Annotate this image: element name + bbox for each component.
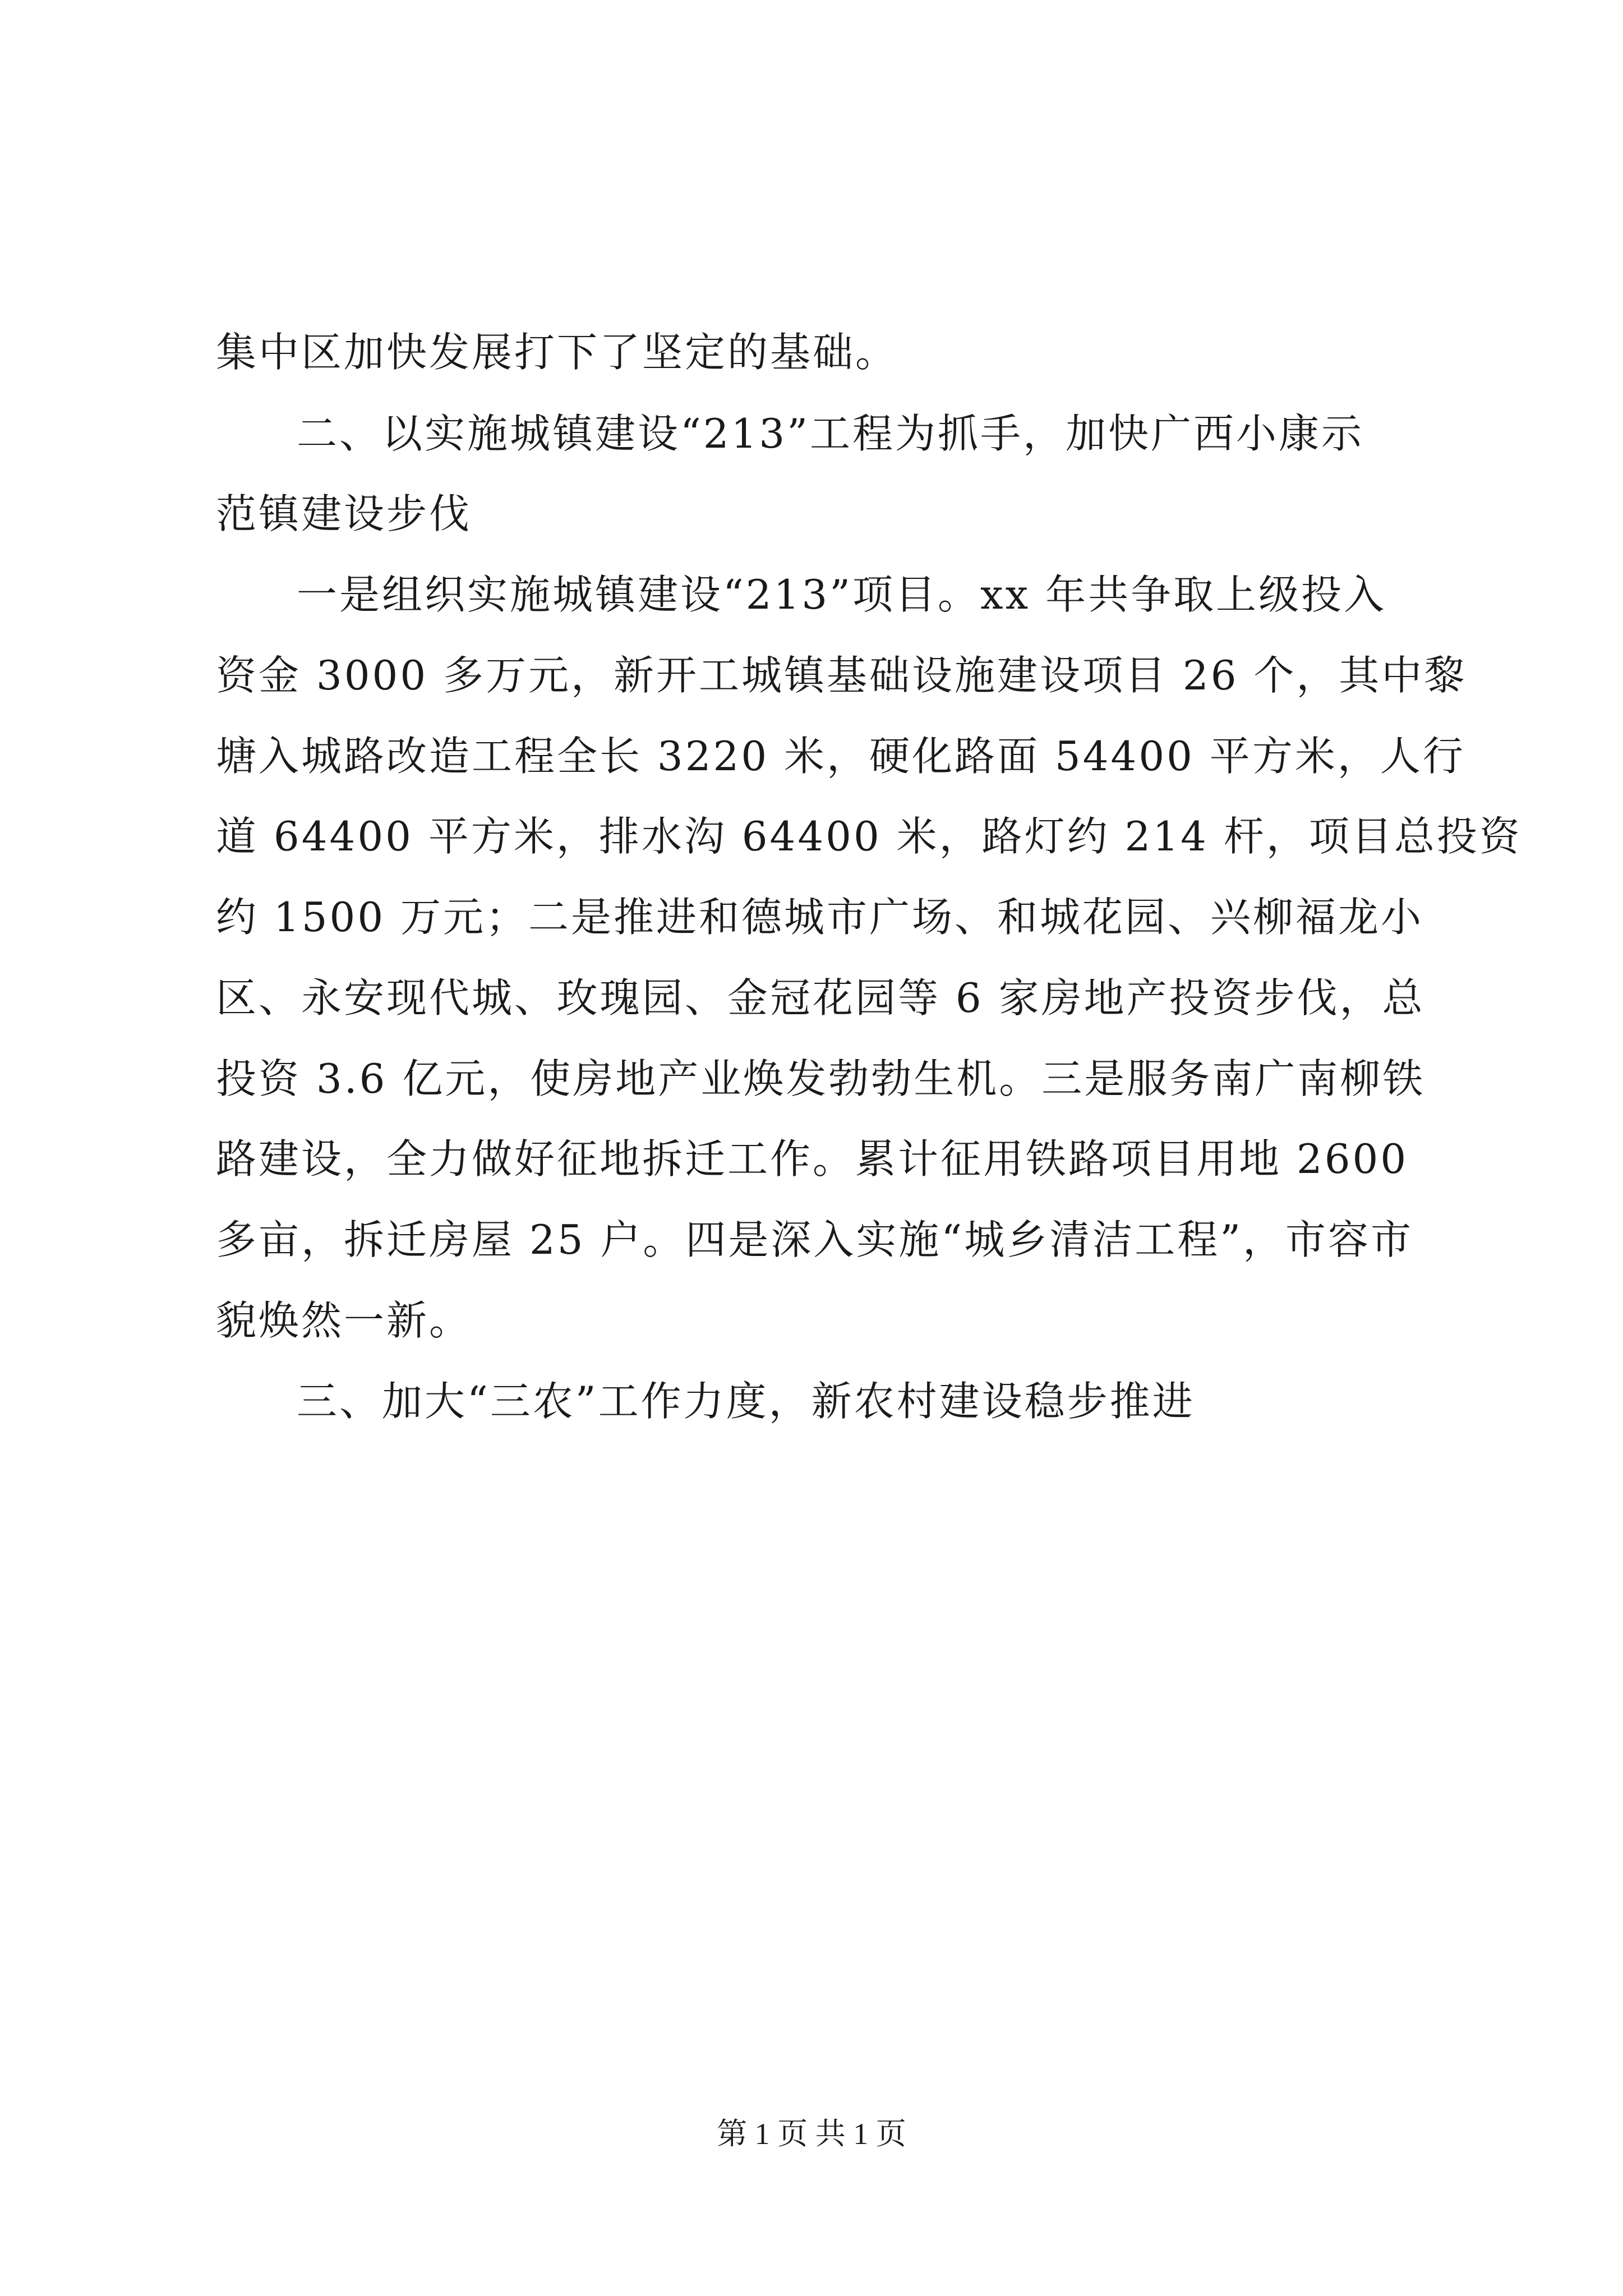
text-line: 约 1500 万元；二是推进和德城市广场、和城花园、兴柳福龙小 [216,894,1424,941]
text-line: 塘入城路改造工程全长 3220 米，硬化路面 54400 平方米，人行 [216,733,1465,780]
text-line: 路建设，全力做好征地拆迁工作。累计征用铁路项目用地 2600 [216,1135,1409,1182]
section-heading-continued: 范镇建设步伐 [216,490,472,537]
section-heading: 二、以实施城镇建设“213”工程为抓手，加快广西小康示 [297,410,1364,457]
text-line: 貌焕然一新。 [216,1297,472,1344]
text-line: 投资 3.6 亿元，使房地产业焕发勃勃生机。三是服务南广南柳铁 [216,1055,1426,1102]
text-line: 集中区加快发展打下了坚定的基础。 [216,329,898,376]
text-line: 多亩，拆迁房屋 25 户。四是深入实施“城乡清洁工程”，市容市 [216,1216,1414,1263]
text-line: 一是组织实施城镇建设“213”项目。xx 年共争取上级投入 [297,571,1387,618]
page-number-footer: 第 1 页 共 1 页 [717,2117,906,2151]
text-line: 区、永安现代城、玫瑰园、金冠花园等 6 家房地产投资步伐，总 [216,974,1425,1022]
section-heading: 三、加大“三农”工作力度，新农村建设稳步推进 [297,1378,1195,1425]
text-line: 资金 3000 多万元，新开工城镇基础设施建设项目 26 个，其中黎 [216,652,1467,699]
text-line: 道 64400 平方米，排水沟 64400 米，路灯约 214 杆，项目总投资 [216,813,1522,860]
